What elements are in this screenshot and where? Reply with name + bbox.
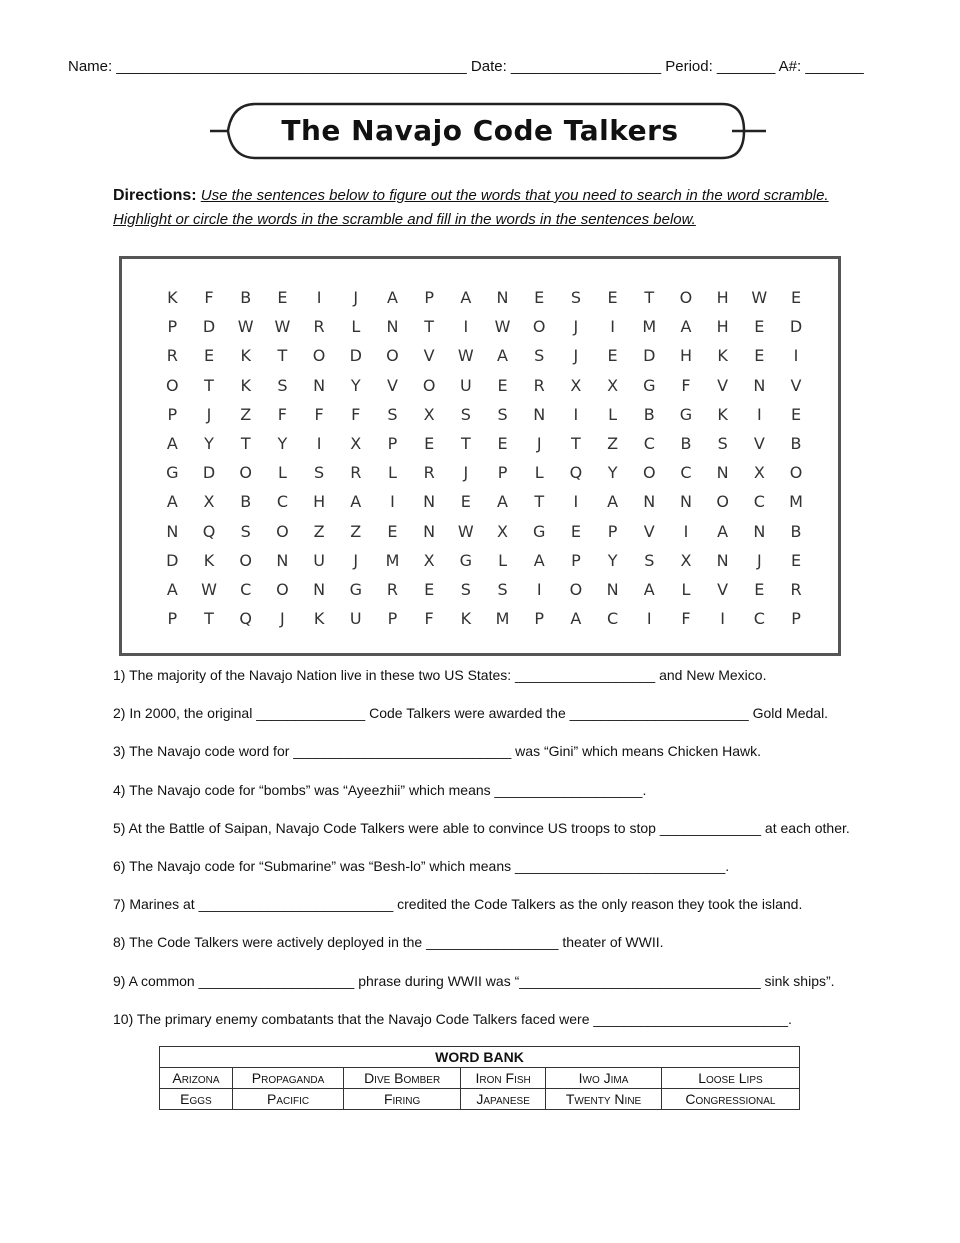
grid-letter[interactable]: E bbox=[387, 521, 398, 541]
grid-letter[interactable]: D bbox=[349, 346, 362, 366]
grid-letter[interactable]: T bbox=[204, 609, 214, 629]
question-10: 10) The primary enemy combatants that the Navajo Code Talkers faced were _________________________. bbox=[113, 1010, 792, 1027]
grid-letter[interactable]: O bbox=[642, 463, 656, 483]
grid-letter[interactable]: K bbox=[203, 550, 215, 570]
grid-letter[interactable]: E bbox=[754, 579, 765, 599]
grid-letter[interactable]: N bbox=[313, 579, 326, 599]
grid-letter[interactable]: P bbox=[571, 550, 581, 570]
grid-letter[interactable]: A bbox=[570, 609, 582, 629]
page-title: The Navajo Code Talkers bbox=[281, 114, 679, 147]
grid-letter[interactable]: Z bbox=[607, 433, 619, 453]
grid-letter[interactable]: O bbox=[422, 375, 436, 395]
grid-letter[interactable]: N bbox=[753, 375, 766, 395]
grid-letter[interactable]: R bbox=[166, 346, 178, 366]
grid-letter[interactable]: H bbox=[716, 317, 729, 337]
word-bank-word: Pacific bbox=[232, 1089, 343, 1110]
grid-letter[interactable]: G bbox=[459, 550, 473, 570]
grid-letter[interactable]: N bbox=[423, 521, 436, 541]
word-bank-word: Propaganda bbox=[232, 1068, 343, 1089]
grid-letter[interactable]: B bbox=[240, 288, 252, 307]
grid-letter[interactable]: V bbox=[717, 375, 729, 395]
grid-letter[interactable]: X bbox=[753, 463, 765, 483]
grid-letter[interactable]: X bbox=[497, 521, 509, 541]
grid-letter[interactable]: I bbox=[390, 492, 395, 512]
grid-letter[interactable]: S bbox=[277, 375, 288, 395]
grid-letter[interactable]: E bbox=[277, 288, 288, 307]
grid-letter[interactable]: O bbox=[716, 492, 729, 512]
grid-letter[interactable]: F bbox=[351, 404, 361, 424]
grid-letter[interactable]: N bbox=[716, 463, 729, 483]
grid-letter[interactable]: Z bbox=[240, 404, 252, 424]
grid-letter[interactable]: K bbox=[240, 346, 251, 366]
grid-letter[interactable]: E bbox=[460, 492, 471, 512]
grid-letter[interactable]: V bbox=[386, 375, 398, 395]
word-bank-row bbox=[160, 1089, 800, 1110]
grid-letter[interactable]: P bbox=[387, 609, 398, 629]
grid-letter[interactable]: N bbox=[423, 492, 436, 512]
grid-letter[interactable]: S bbox=[460, 579, 471, 599]
grid-letter[interactable]: D bbox=[789, 317, 803, 337]
grid-letter[interactable]: P bbox=[534, 609, 545, 629]
grid-letter[interactable]: S bbox=[387, 404, 398, 424]
grid-letter[interactable]: V bbox=[423, 346, 435, 366]
grid-letter[interactable]: M bbox=[642, 317, 657, 337]
word-bank-heading: WORD BANK bbox=[160, 1047, 800, 1068]
word-bank-word: Japanese bbox=[461, 1089, 546, 1110]
grid-letter[interactable]: I bbox=[756, 404, 762, 424]
grid-letter[interactable]: J bbox=[206, 404, 212, 424]
grid-letter[interactable]: A bbox=[386, 288, 398, 307]
grid-letter[interactable]: K bbox=[313, 609, 325, 629]
grid-letter[interactable]: B bbox=[790, 433, 802, 453]
grid-letter[interactable]: K bbox=[167, 288, 178, 307]
grid-letter[interactable]: L bbox=[388, 463, 397, 483]
grid-letter[interactable]: C bbox=[276, 492, 288, 512]
grid-letter[interactable]: K bbox=[240, 375, 251, 395]
grid-letter[interactable]: P bbox=[167, 609, 178, 629]
grid-letter[interactable]: I bbox=[316, 288, 322, 307]
grid-letter[interactable]: U bbox=[349, 609, 362, 629]
grid-letter[interactable]: G bbox=[349, 579, 362, 599]
grid-letter[interactable]: A bbox=[680, 317, 692, 337]
grid-letter[interactable]: C bbox=[753, 609, 765, 629]
student-info-line: Name: __________________________________________ Date: __________________ Period: _______ A#: _______ bbox=[68, 58, 864, 75]
title-banner bbox=[210, 100, 770, 162]
grid-letter[interactable]: S bbox=[717, 433, 728, 453]
word-bank-word: Iwo Jima bbox=[546, 1068, 662, 1089]
grid-letter[interactable]: H bbox=[716, 288, 729, 307]
grid-letter[interactable]: O bbox=[679, 288, 693, 307]
grid-letter[interactable]: R bbox=[533, 375, 545, 395]
grid-letter[interactable]: X bbox=[570, 375, 582, 395]
grid-letter[interactable]: N bbox=[606, 579, 619, 599]
grid-letter[interactable]: N bbox=[276, 550, 289, 570]
grid-letter[interactable]: I bbox=[463, 317, 469, 337]
grid-letter[interactable]: P bbox=[424, 288, 434, 307]
grid-letter[interactable]: B bbox=[240, 492, 252, 512]
grid-letter[interactable]: B bbox=[680, 433, 692, 453]
grid-letter[interactable]: D bbox=[202, 463, 216, 483]
grid-letter[interactable]: R bbox=[386, 579, 399, 599]
word-bank-word: Iron Fish bbox=[461, 1068, 546, 1089]
grid-letter[interactable]: H bbox=[679, 346, 692, 366]
grid-letter[interactable]: E bbox=[754, 346, 765, 366]
grid-letter[interactable]: W bbox=[237, 317, 254, 337]
grid-letter[interactable]: C bbox=[607, 609, 619, 629]
grid-letter[interactable]: R bbox=[790, 579, 802, 599]
grid-letter[interactable]: A bbox=[166, 579, 178, 599]
grid-letter[interactable]: T bbox=[424, 317, 435, 337]
grid-letter[interactable]: T bbox=[534, 492, 545, 512]
grid-letter[interactable]: E bbox=[497, 375, 508, 395]
grid-letter[interactable]: L bbox=[498, 550, 507, 570]
grid-letter[interactable]: S bbox=[570, 288, 581, 307]
grid-letter[interactable]: Z bbox=[313, 521, 325, 541]
grid-letter[interactable]: H bbox=[313, 492, 326, 512]
grid-letter[interactable]: T bbox=[277, 346, 288, 366]
grid-letter[interactable]: E bbox=[534, 288, 545, 307]
grid-letter[interactable]: T bbox=[644, 288, 655, 307]
word-bank-row bbox=[160, 1068, 800, 1089]
word-bank-word: Arizona bbox=[160, 1068, 233, 1089]
grid-letter[interactable]: D bbox=[166, 550, 179, 570]
grid-letter[interactable]: I bbox=[793, 346, 799, 366]
grid-letter[interactable]: T bbox=[204, 375, 214, 395]
grid-letter[interactable]: E bbox=[790, 288, 802, 307]
word-bank-word: Congressional bbox=[661, 1089, 799, 1110]
grid-letter[interactable]: L bbox=[534, 463, 544, 483]
grid-letter[interactable]: I bbox=[316, 433, 322, 453]
question-4: 4) The Navajo code for “bombs” was “Ayeezhii” which means ___________________. bbox=[113, 781, 647, 798]
grid-letter[interactable]: L bbox=[351, 317, 361, 337]
questions-list bbox=[113, 664, 913, 1046]
grid-letter[interactable]: B bbox=[790, 521, 802, 541]
grid-letter[interactable]: V bbox=[753, 433, 765, 453]
grid-letter[interactable]: L bbox=[681, 579, 691, 599]
word-bank-word: Loose Lips bbox=[661, 1068, 799, 1089]
grid-letter[interactable]: A bbox=[643, 579, 655, 599]
grid-letter[interactable]: W bbox=[751, 288, 768, 307]
grid-letter[interactable]: Y bbox=[350, 375, 361, 395]
grid-letter[interactable]: P bbox=[167, 404, 178, 424]
grid-letter[interactable]: S bbox=[644, 550, 655, 570]
grid-letter[interactable]: W bbox=[494, 317, 511, 337]
grid-letter[interactable]: O bbox=[312, 346, 326, 366]
directions-label: Directions: bbox=[113, 187, 197, 204]
word-bank-word: Twenty Nine bbox=[546, 1089, 662, 1110]
directions-text: Use the sentences below to figure out the words that you need to search in the word scramble. Highlight or circle the words in the scramble and fill in the words in the sentences below. bbox=[113, 187, 829, 228]
grid-letter[interactable]: S bbox=[497, 404, 508, 424]
grid-letter[interactable]: G bbox=[643, 375, 656, 395]
grid-letter[interactable]: N bbox=[496, 288, 509, 307]
grid-letter[interactable]: U bbox=[313, 550, 325, 570]
grid-letter[interactable]: I bbox=[683, 521, 689, 541]
grid-letter[interactable]: I bbox=[610, 317, 615, 337]
grid-letter[interactable]: S bbox=[534, 346, 545, 366]
grid-letter[interactable]: T bbox=[460, 433, 471, 453]
grid-letter[interactable]: I bbox=[573, 492, 579, 512]
grid-letter[interactable]: O bbox=[166, 375, 179, 395]
question-2: 2) In 2000, the original ______________ Code Talkers were awarded the _______________________ Gold Medal. bbox=[113, 705, 829, 722]
grid-letter[interactable]: E bbox=[424, 579, 435, 599]
grid-letter[interactable]: K bbox=[717, 404, 728, 424]
question-5: 5) At the Battle of Saipan, Navajo Code Talkers were able to convince US troops to stop _____________ at each other. bbox=[113, 819, 850, 836]
grid-letter[interactable]: O bbox=[532, 317, 546, 337]
grid-letter[interactable]: E bbox=[790, 550, 802, 570]
grid-letter[interactable]: F bbox=[681, 375, 691, 395]
grid-letter[interactable]: R bbox=[350, 463, 362, 483]
grid-letter[interactable]: L bbox=[277, 463, 287, 483]
grid-letter[interactable]: F bbox=[681, 609, 691, 629]
grid-letter[interactable]: X bbox=[423, 404, 435, 424]
grid-letter[interactable]: S bbox=[460, 404, 471, 424]
directions bbox=[113, 184, 833, 232]
grid-letter[interactable]: P bbox=[497, 463, 508, 483]
grid-letter[interactable]: D bbox=[202, 317, 216, 337]
grid-letter[interactable]: D bbox=[643, 346, 656, 366]
word-search-grid bbox=[154, 283, 814, 633]
grid-letter[interactable]: J bbox=[756, 550, 762, 570]
grid-letter[interactable]: E bbox=[607, 346, 618, 366]
grid-letter[interactable]: N bbox=[679, 492, 692, 512]
grid-letter[interactable]: G bbox=[679, 404, 693, 424]
grid-letter[interactable]: J bbox=[353, 288, 359, 307]
grid-letter[interactable]: P bbox=[607, 521, 618, 541]
question-7: 7) Marines at _________________________ credited the Code Talkers as the only reason they took the island. bbox=[113, 896, 803, 913]
question-9: 9) A common ____________________ phrase during WWII was “_______________________________ sink ships”. bbox=[113, 972, 835, 989]
grid-letter[interactable]: Y bbox=[607, 550, 618, 570]
grid-letter[interactable]: A bbox=[166, 433, 178, 453]
grid-letter[interactable]: N bbox=[166, 521, 179, 541]
grid-letter[interactable]: C bbox=[680, 463, 692, 483]
grid-letter[interactable]: J bbox=[353, 550, 359, 570]
grid-letter[interactable]: E bbox=[203, 346, 215, 366]
grid-letter[interactable]: O bbox=[789, 463, 803, 483]
question-8: 8) The Code Talkers were actively deployed in the _________________ theater of WWII. bbox=[113, 934, 664, 951]
grid-letter[interactable]: P bbox=[167, 317, 178, 337]
grid-letter[interactable]: O bbox=[276, 521, 289, 541]
grid-letter[interactable]: E bbox=[607, 288, 618, 307]
grid-letter[interactable]: W bbox=[274, 317, 291, 337]
grid-letter[interactable]: P bbox=[791, 609, 801, 629]
grid-letter[interactable]: V bbox=[643, 521, 655, 541]
grid-letter[interactable]: I bbox=[536, 579, 542, 599]
grid-letter[interactable]: I bbox=[573, 404, 579, 424]
grid-letter[interactable]: T bbox=[571, 433, 581, 453]
grid-letter[interactable]: E bbox=[754, 317, 765, 337]
grid-letter[interactable]: I bbox=[646, 609, 652, 629]
grid-letter[interactable]: A bbox=[717, 521, 729, 541]
grid-letter[interactable]: E bbox=[497, 433, 508, 453]
grid-letter[interactable]: A bbox=[607, 492, 619, 512]
grid-letter[interactable]: K bbox=[460, 609, 472, 629]
grid-letter[interactable]: X bbox=[350, 433, 362, 453]
grid-letter[interactable]: Y bbox=[607, 463, 618, 483]
grid-letter[interactable]: M bbox=[495, 609, 510, 629]
grid-letter[interactable]: U bbox=[459, 375, 472, 395]
grid-letter[interactable]: J bbox=[280, 609, 285, 629]
grid-letter[interactable]: Y bbox=[277, 433, 288, 453]
grid-letter[interactable]: A bbox=[350, 492, 362, 512]
grid-letter[interactable]: G bbox=[533, 521, 546, 541]
grid-letter[interactable]: P bbox=[387, 433, 398, 453]
grid-letter[interactable]: N bbox=[716, 550, 729, 570]
grid-letter[interactable]: C bbox=[643, 433, 655, 453]
grid-letter[interactable]: J bbox=[573, 346, 579, 366]
grid-letter[interactable]: W bbox=[457, 346, 474, 366]
grid-letter[interactable]: A bbox=[497, 346, 508, 366]
grid-letter[interactable]: B bbox=[643, 404, 655, 424]
grid-letter[interactable]: A bbox=[460, 288, 472, 307]
grid-letter[interactable]: W bbox=[457, 521, 474, 541]
grid-letter[interactable]: O bbox=[239, 550, 253, 570]
grid-letter[interactable]: Q bbox=[202, 521, 216, 541]
grid-letter[interactable]: A bbox=[533, 550, 545, 570]
grid-letter[interactable]: N bbox=[313, 375, 326, 395]
word-bank-table bbox=[159, 1046, 800, 1110]
grid-letter[interactable]: N bbox=[533, 404, 546, 424]
grid-letter[interactable]: F bbox=[277, 404, 287, 424]
grid-letter[interactable]: A bbox=[166, 492, 178, 512]
grid-letter[interactable]: A bbox=[497, 492, 508, 512]
grid-letter[interactable]: X bbox=[203, 492, 215, 512]
grid-letter[interactable]: F bbox=[424, 609, 434, 629]
grid-letter[interactable]: G bbox=[166, 463, 179, 483]
grid-letter[interactable]: S bbox=[240, 521, 251, 541]
grid-letter[interactable]: I bbox=[720, 609, 726, 629]
grid-letter[interactable]: M bbox=[789, 492, 803, 512]
grid-letter[interactable]: T bbox=[240, 433, 251, 453]
grid-letter[interactable]: R bbox=[313, 317, 325, 337]
grid-letter[interactable]: E bbox=[424, 433, 435, 453]
grid-letter[interactable]: X bbox=[423, 550, 435, 570]
word-bank-word: Dive Bomber bbox=[344, 1068, 461, 1089]
grid-letter[interactable]: V bbox=[790, 375, 802, 395]
grid-letter[interactable]: V bbox=[717, 579, 729, 599]
grid-letter[interactable]: F bbox=[314, 404, 324, 424]
word-bank-word: Eggs bbox=[160, 1089, 233, 1110]
grid-letter[interactable]: W bbox=[201, 579, 217, 599]
grid-letter[interactable]: J bbox=[573, 317, 579, 337]
grid-letter[interactable]: O bbox=[386, 346, 399, 366]
grid-letter[interactable]: C bbox=[240, 579, 252, 599]
question-6: 6) The Navajo code for “Submarine” was “Besh-lo” which means ___________________________. bbox=[113, 857, 730, 874]
grid-letter[interactable]: X bbox=[680, 550, 692, 570]
grid-letter[interactable]: S bbox=[497, 579, 508, 599]
question-3: 3) The Navajo code word for ____________________________ was “Gini” which means Chicken Hawk. bbox=[113, 743, 762, 760]
grid-letter[interactable]: N bbox=[643, 492, 656, 512]
grid-letter[interactable]: C bbox=[753, 492, 765, 512]
grid-letter[interactable]: N bbox=[386, 317, 399, 337]
grid-letter[interactable]: K bbox=[717, 346, 728, 366]
grid-letter[interactable]: R bbox=[423, 463, 435, 483]
grid-letter[interactable]: J bbox=[536, 433, 542, 453]
grid-letter[interactable]: O bbox=[239, 463, 253, 483]
grid-letter[interactable]: F bbox=[204, 288, 214, 307]
grid-letter[interactable]: O bbox=[569, 579, 583, 599]
grid-letter[interactable]: Z bbox=[350, 521, 362, 541]
grid-letter[interactable]: N bbox=[753, 521, 766, 541]
grid-letter[interactable]: Y bbox=[204, 433, 214, 453]
word-bank-word: Firing bbox=[344, 1089, 461, 1110]
grid-letter[interactable]: E bbox=[570, 521, 581, 541]
grid-letter[interactable]: X bbox=[607, 375, 619, 395]
question-1: 1) The majority of the Navajo Nation live in these two US States: __________________ and New Mexico. bbox=[113, 667, 767, 683]
grid-letter[interactable]: J bbox=[463, 463, 469, 483]
grid-letter[interactable]: Q bbox=[569, 463, 583, 483]
grid-letter[interactable]: Q bbox=[239, 609, 253, 629]
grid-letter[interactable]: S bbox=[314, 463, 325, 483]
grid-letter[interactable]: E bbox=[790, 404, 802, 424]
grid-letter[interactable]: M bbox=[385, 550, 400, 570]
grid-letter[interactable]: L bbox=[608, 404, 618, 424]
grid-letter[interactable]: O bbox=[276, 579, 289, 599]
